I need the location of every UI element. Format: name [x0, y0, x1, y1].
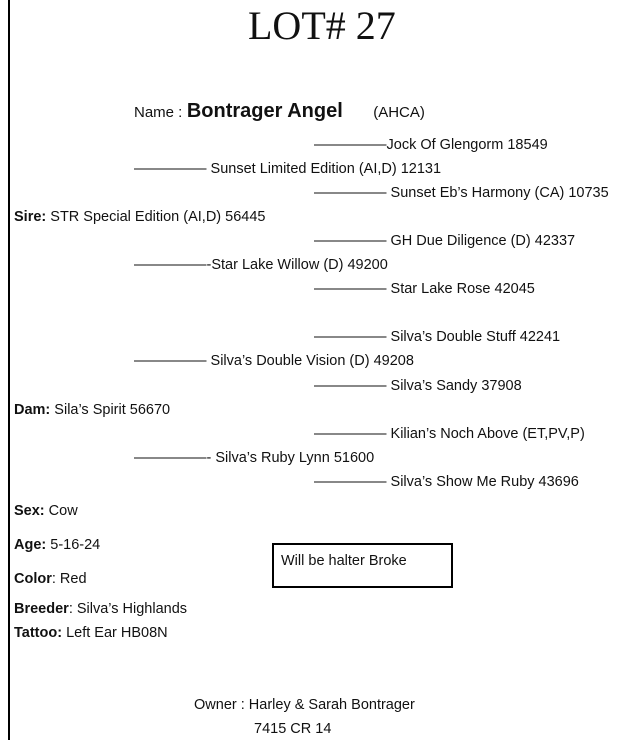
sire-value: STR Special Edition (AI,D) 56445 — [50, 209, 266, 225]
breeder-value: : Silva’s Highlands — [68, 601, 188, 617]
halter-note-box — [272, 543, 453, 588]
dam-line — [14, 402, 170, 418]
tattoo-label: Tattoo: — [14, 625, 63, 641]
breeder-line — [14, 601, 187, 617]
dam-value: Sila’s Spirit 56670 — [54, 402, 171, 418]
left-margin-rule — [8, 0, 10, 740]
breeder-label: Breeder — [14, 601, 69, 617]
owner-line: Owner : Harley & Sarah Bontrager — [194, 697, 415, 713]
age-value: 5-16-24 — [50, 537, 101, 553]
sire-dam-dam: ————— Star Lake Rose 42045 — [314, 281, 535, 297]
sire-dam: —————-Star Lake Willow (D) 49200 — [134, 257, 388, 273]
age-line — [14, 537, 100, 553]
sex-value: Cow — [48, 503, 78, 519]
sire-dam-sire: ————— GH Due Diligence (D) 42337 — [314, 233, 576, 249]
dam-dam: —————- Silva’s Ruby Lynn 51600 — [134, 450, 375, 466]
sire-sire: ————— Sunset Limited Edition (AI,D) 12131 — [134, 161, 442, 177]
dam-dam-sire: ————— Kilian’s Noch Above (ET,PV,P) — [314, 426, 585, 442]
dam-sire: ————— Silva’s Double Vision (D) 49208 — [134, 353, 414, 369]
dam-sire-sire: ————— Silva’s Double Stuff 42241 — [314, 329, 561, 345]
name-label: Name : — [134, 104, 183, 121]
registry: (AHCA) — [373, 104, 425, 121]
sire-sire-sire: —————Jock Of Glengorm 18549 — [314, 137, 548, 153]
dam-dam-dam: ————— Silva’s Show Me Ruby 43696 — [314, 474, 579, 490]
animal-name: Bontrager Angel — [186, 100, 343, 122]
sire-sire-dam: ————— Sunset Eb’s Harmony (CA) 10735 — [314, 185, 609, 201]
sex-line — [14, 503, 78, 519]
dam-label: Dam: — [14, 402, 51, 418]
owner-address: 7415 CR 14 — [254, 721, 332, 737]
sire-line — [14, 209, 265, 225]
age-label: Age: — [14, 537, 47, 553]
sex-label: Sex: — [14, 503, 45, 519]
sire-label: Sire: — [14, 209, 47, 225]
color-value: : Red — [51, 571, 87, 587]
tattoo-line — [14, 625, 168, 641]
tattoo-value: Left Ear HB08N — [66, 625, 168, 641]
color-label: Color — [14, 571, 52, 587]
animal-name-line — [134, 100, 425, 123]
dam-sire-dam: ————— Silva’s Sandy 37908 — [314, 378, 522, 394]
halter-note-text: Will be halter Broke — [281, 553, 407, 569]
lot-title: LOT# 27 — [248, 3, 396, 48]
color-line — [14, 571, 87, 587]
